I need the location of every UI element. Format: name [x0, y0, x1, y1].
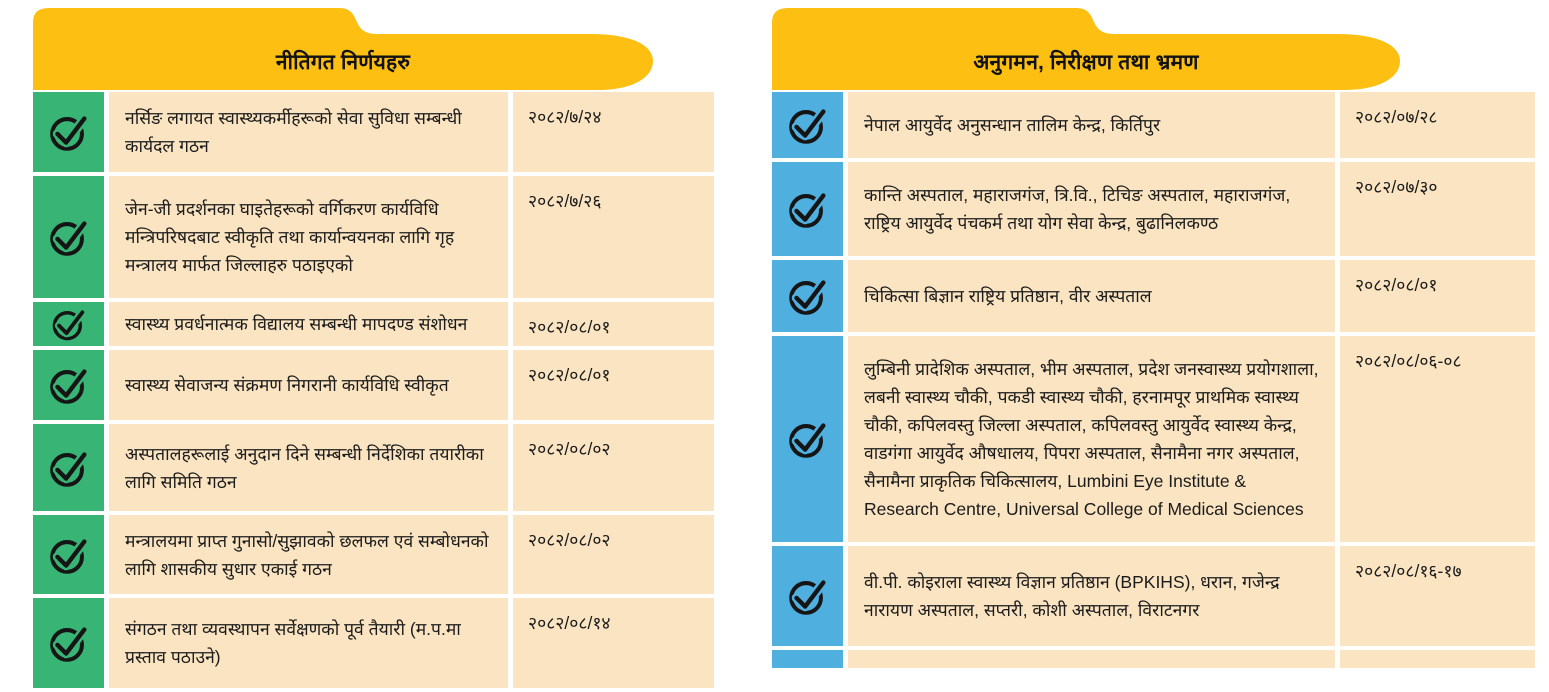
check-cell [772, 162, 843, 256]
item-date: २०८२/७/२४ [513, 92, 714, 172]
check-cell [33, 350, 104, 420]
check-circle-icon [785, 186, 831, 232]
item-date: २०८२/०८/०२ [513, 424, 714, 511]
policy-decisions-panel [33, 0, 714, 692]
table-row [33, 515, 714, 594]
item-text: स्वास्थ्य सेवाजन्य संक्रमण निगरानी कार्यविधि स्वीकृत [109, 350, 508, 420]
item-text: चिकित्सा बिज्ञान राष्ट्रिय प्रतिष्ठान, वीर अस्पताल [848, 260, 1335, 332]
table-row [33, 92, 714, 172]
check-circle-icon [46, 109, 92, 155]
item-text: मन्त्रालयमा प्राप्त गुनासो/सुझावको छलफल एवं सम्बोधनको लागि शासकीय सुधार एकाई गठन [109, 515, 508, 594]
item-date: २०८२/०८/१४ [513, 598, 714, 688]
monitoring-panel [772, 0, 1535, 672]
panel-header-tab [33, 8, 714, 90]
item-text: स्वास्थ्य प्रवर्धनात्मक विद्यालय सम्बन्धी मापदण्ड संशोधन [109, 302, 508, 346]
item-date: २०८२/०८/०१ [513, 302, 714, 346]
item-date: २०८२/०८/१६-१७ [1340, 546, 1535, 646]
check-circle-icon [46, 445, 92, 491]
panel-header-tab [772, 8, 1535, 90]
check-circle-icon [785, 573, 831, 619]
table-row [33, 176, 714, 298]
check-circle-icon [785, 102, 831, 148]
item-date: २०८२/७/२६ [513, 176, 714, 298]
check-cell [33, 424, 104, 511]
check-cell [33, 515, 104, 594]
item-text: जेन-जी प्रदर्शनका घाइतेहरूको वर्गिकरण कार्यविधि मन्त्रिपरिषदबाट स्वीकृति तथा कार्यान्वयनका लागि गृह मन्त्रालय मार्फत जिल्लाहरु पठाइएको [109, 176, 508, 298]
check-cell [772, 546, 843, 646]
page-title: अनुगमन, निरीक्षण तथा भ्रमण [973, 51, 1199, 74]
item-text: अस्पतालहरूलाई अनुदान दिने सम्बन्धी निर्देशिका तयारीका लागि समिति गठन [109, 424, 508, 511]
check-cell [772, 92, 843, 158]
table-row [33, 424, 714, 511]
item-date: २०८२/०८/०१ [513, 350, 714, 420]
item-date: २०८२/०७/३० [1340, 162, 1535, 256]
check-circle-icon [46, 532, 92, 578]
item-text: कान्ति अस्पताल, महाराजगंज, त्रि.वि., टिचिङ अस्पताल, महाराजगंज, राष्ट्रिय आयुर्वेद पंचकर्म तथा योग सेवा केन्द्र, बुढानिलकण्ठ [848, 162, 1335, 256]
check-cell [33, 176, 104, 298]
check-cell [772, 260, 843, 332]
check-circle-icon [49, 304, 89, 344]
check-circle-icon [785, 416, 831, 462]
check-cell [772, 336, 843, 542]
table-row [33, 302, 714, 346]
table-row [33, 598, 714, 688]
page-title: नीतिगत निर्णयहरु [275, 51, 411, 74]
check-cell [33, 302, 104, 346]
item-date [1340, 650, 1535, 668]
item-text: नर्सिङ लगायत स्वास्थ्यकर्मीहरूको सेवा सुविधा सम्बन्धी कार्यदल गठन [109, 92, 508, 172]
item-text: नेपाल आयुर्वेद अनुसन्धान तालिम केन्द्र, किर्तिपुर [848, 92, 1335, 158]
item-date: २०८२/०७/२८ [1340, 92, 1535, 158]
check-circle-icon [785, 273, 831, 319]
item-date: २०८२/०८/०६-०८ [1340, 336, 1535, 542]
table-row [772, 336, 1535, 542]
check-cell [33, 598, 104, 688]
item-text: वी.पी. कोइराला स्वास्थ्य विज्ञान प्रतिष्ठान (BPKIHS), धरान, गजेन्द्र नारायण अस्पताल, सप्तरी, कोशी अस्पताल, विराटनगर [848, 546, 1335, 646]
item-date: २०८२/०८/०२ [513, 515, 714, 594]
check-circle-icon [46, 620, 92, 666]
table-row [772, 162, 1535, 256]
item-text: संगठन तथा व्यवस्थापन सर्वेक्षणको पूर्व तैयारी (म.प.मा प्रस्ताव पठाउने) [109, 598, 508, 688]
item-text [848, 650, 1335, 668]
check-circle-icon [46, 214, 92, 260]
table-row [772, 260, 1535, 332]
item-date: २०८२/०८/०१ [1340, 260, 1535, 332]
item-text: लुम्बिनी प्रादेशिक अस्पताल, भीम अस्पताल, प्रदेश जनस्वास्थ्य प्रयोगशाला, लबनी स्वास्थ्य चौकी, पकडी स्वास्थ्य चौकी, हरनामपूर प्राथमिक स्वास्थ्य चौकी, कपिलवस्तु जिल्ला अस्पताल, कपिलवस्तु आयुर्वेद स्वास्थ्य केन्द्र, वाडगंगा आयुर्वेद औषधालय, पिपरा अस्पताल, सैनामैना नगर अस्पताल, सैनामैना प्राकृतिक चिकित्सालय, Lumbini Eye Institute & Research Centre, Universal College of Medical Sciences [848, 336, 1335, 542]
table-row [772, 92, 1535, 158]
check-cell [33, 92, 104, 172]
table-row-partial [772, 650, 1535, 668]
table-row [772, 546, 1535, 646]
check-cell [772, 650, 843, 668]
check-circle-icon [46, 362, 92, 408]
table-row [33, 350, 714, 420]
